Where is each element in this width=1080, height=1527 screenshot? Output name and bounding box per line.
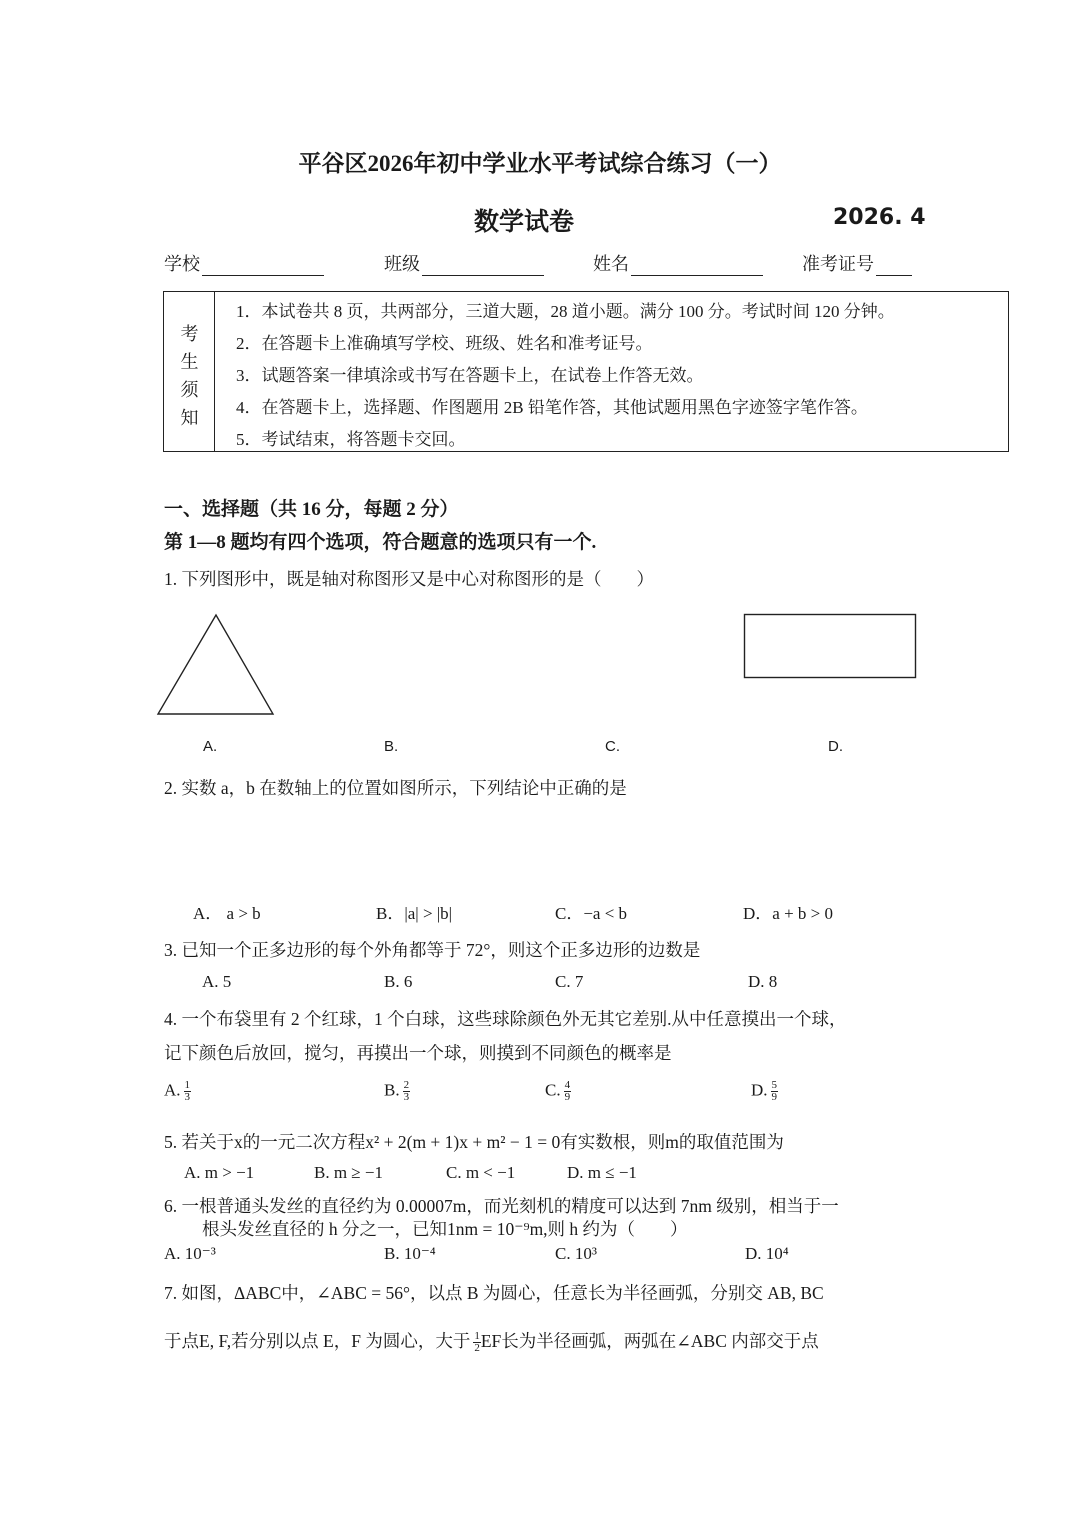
q2-option-d[interactable]: D．a + b > 0 xyxy=(743,904,833,923)
q3-option-c[interactable]: C. 7 xyxy=(555,972,584,991)
option-a-label[interactable]: A. xyxy=(203,738,218,755)
question-4-stem-line1: 4. 一个布袋里有 2 个红球，1 个白球，这些球除颜色外无其它差别.从中任意摸出一个球， xyxy=(164,1009,847,1029)
notice-label xyxy=(164,292,215,451)
name-field xyxy=(593,250,763,276)
school-label: 学校 xyxy=(164,254,200,274)
question-5-stem: 5. 若关于x的一元二次方程x² + 2(m + 1)x + m² − 1 = 0有实数根，则m的取值范围为 xyxy=(164,1132,784,1152)
fraction-denominator: 9 xyxy=(771,1091,778,1103)
q3-option-a[interactable]: A. 5 xyxy=(202,972,232,991)
fraction-numerator: 1 xyxy=(474,1330,480,1343)
notice-label-char: 考 xyxy=(180,324,199,344)
exam-number-blank[interactable] xyxy=(876,257,912,276)
notice-item: 2．在答题卡上准确填写学校、班级、姓名和准考证号。 xyxy=(236,334,653,353)
q7-text-b: EF长为半径画弧，两弧在∠ABC 内部交于点 xyxy=(480,1331,819,1351)
option-d-label[interactable]: D. xyxy=(828,738,843,755)
q5-option-b[interactable]: B. m ≥ −1 xyxy=(314,1163,383,1182)
fraction-numerator: 5 xyxy=(771,1079,778,1091)
notice-item: 4．在答题卡上，选择题、作图题用 2B 铅笔作答，其他试题用黑色字迹签字笔作答。 xyxy=(236,398,868,417)
q2-option-a[interactable]: A． a > b xyxy=(193,904,261,923)
q4-option-d[interactable] xyxy=(751,1080,778,1103)
section-title: 一、选择题（共 16 分，每题 2 分） xyxy=(164,499,459,520)
exam-number-label: 准考证号 xyxy=(802,254,874,274)
option-b-label[interactable]: B. xyxy=(384,738,399,755)
fraction-denominator: 2 xyxy=(474,1342,480,1355)
q6-option-a[interactable]: A. 10⁻³ xyxy=(164,1244,216,1263)
question-4-stem-line2: 记下颜色后放回，搅匀，再摸出一个球，则摸到不同颜色的概率是 xyxy=(164,1043,672,1063)
fraction-numerator: 4 xyxy=(564,1079,571,1091)
q4-option-a-label: A. xyxy=(164,1080,181,1100)
candidate-notice-box xyxy=(163,291,1009,452)
class-label: 班级 xyxy=(384,254,420,274)
question-3-stem: 3. 已知一个正多边形的每个外角都等于 72°，则这个正多边形的边数是 xyxy=(164,940,701,960)
fraction-numerator: 1 xyxy=(184,1079,191,1091)
exam-number-field xyxy=(802,250,912,276)
q3-option-b[interactable]: B. 6 xyxy=(384,972,413,991)
notice-label-char: 知 xyxy=(180,408,199,428)
option-c-label[interactable]: C. xyxy=(605,738,620,755)
q4-option-b[interactable] xyxy=(384,1080,410,1103)
q2-option-b[interactable]: B．|a| > |b| xyxy=(376,904,453,923)
notice-item: 1．本试卷共 8 页，共两部分，三道大题，28 道小题。满分 100 分。考试时间 120 分钟。 xyxy=(236,302,895,321)
question-7-stem-line2 xyxy=(164,1328,819,1354)
q6-option-b[interactable]: B. 10⁻⁴ xyxy=(384,1244,436,1263)
triangle-figure xyxy=(155,612,277,718)
fraction-numerator: 2 xyxy=(403,1079,410,1091)
q2-option-c[interactable]: C．−a < b xyxy=(555,904,628,923)
page-title: 平谷区2026年初中学业水平考试综合练习（一） xyxy=(298,151,782,176)
q3-option-d[interactable]: D. 8 xyxy=(748,972,778,991)
rectangle-figure xyxy=(742,612,920,682)
q7-text-a: 于点E, F,若分别以点 E，F 为圆心，大于 xyxy=(164,1331,471,1351)
q4-option-b-label: B. xyxy=(384,1080,400,1100)
name-label: 姓名 xyxy=(593,254,629,274)
question-6-stem-line2: 根头发丝直径的 h 分之一，已知1nm = 10⁻⁹m,则 h 约为（ ） xyxy=(202,1219,688,1239)
question-2-stem: 2. 实数 a，b 在数轴上的位置如图所示，下列结论中正确的是 xyxy=(164,778,627,798)
fraction-denominator: 9 xyxy=(564,1091,571,1103)
question-7-stem-line1: 7. 如图，ΔABC中，∠ABC = 56°，以点 B 为圆心，任意长为半径画弧，分别交 AB, BC xyxy=(164,1283,824,1303)
notice-label-char: 生 xyxy=(180,352,199,372)
q4-option-c-label: C. xyxy=(545,1080,561,1100)
paper-subtitle: 数学试卷 xyxy=(474,209,575,236)
notice-item: 3．试题答案一律填涂或书写在答题卡上，在试卷上作答无效。 xyxy=(236,366,704,385)
section-instruction: 第 1—8 题均有四个选项，符合题意的选项只有一个. xyxy=(164,532,597,553)
school-field xyxy=(164,250,324,276)
class-blank[interactable] xyxy=(422,257,544,276)
class-field xyxy=(384,250,544,276)
notice-item: 5．考试结束，将答题卡交回。 xyxy=(236,430,466,449)
q6-option-c[interactable]: C. 10³ xyxy=(555,1244,597,1263)
question-1-stem: 1. 下列图形中，既是轴对称图形又是中心对称图形的是（ ） xyxy=(164,569,654,589)
q5-option-c[interactable]: C. m < −1 xyxy=(446,1163,516,1182)
q4-option-d-label: D. xyxy=(751,1080,768,1100)
q5-option-a[interactable]: A. m > −1 xyxy=(184,1163,255,1182)
school-blank[interactable] xyxy=(202,257,324,276)
question-6-stem-line1: 6. 一根普通头发丝的直径约为 0.00007m，而光刻机的精度可以达到 7nm 级别，相当于一 xyxy=(164,1196,839,1216)
notice-label-char: 须 xyxy=(180,380,199,400)
q5-option-d[interactable]: D. m ≤ −1 xyxy=(567,1163,637,1182)
q4-option-a[interactable] xyxy=(164,1080,191,1103)
q4-option-c[interactable] xyxy=(545,1080,571,1103)
fraction-denominator: 3 xyxy=(184,1091,191,1103)
fraction-denominator: 3 xyxy=(403,1091,410,1103)
name-blank[interactable] xyxy=(631,257,763,276)
q6-option-d[interactable]: D. 10⁴ xyxy=(745,1244,789,1263)
exam-date: 2026. 4 xyxy=(833,205,926,230)
